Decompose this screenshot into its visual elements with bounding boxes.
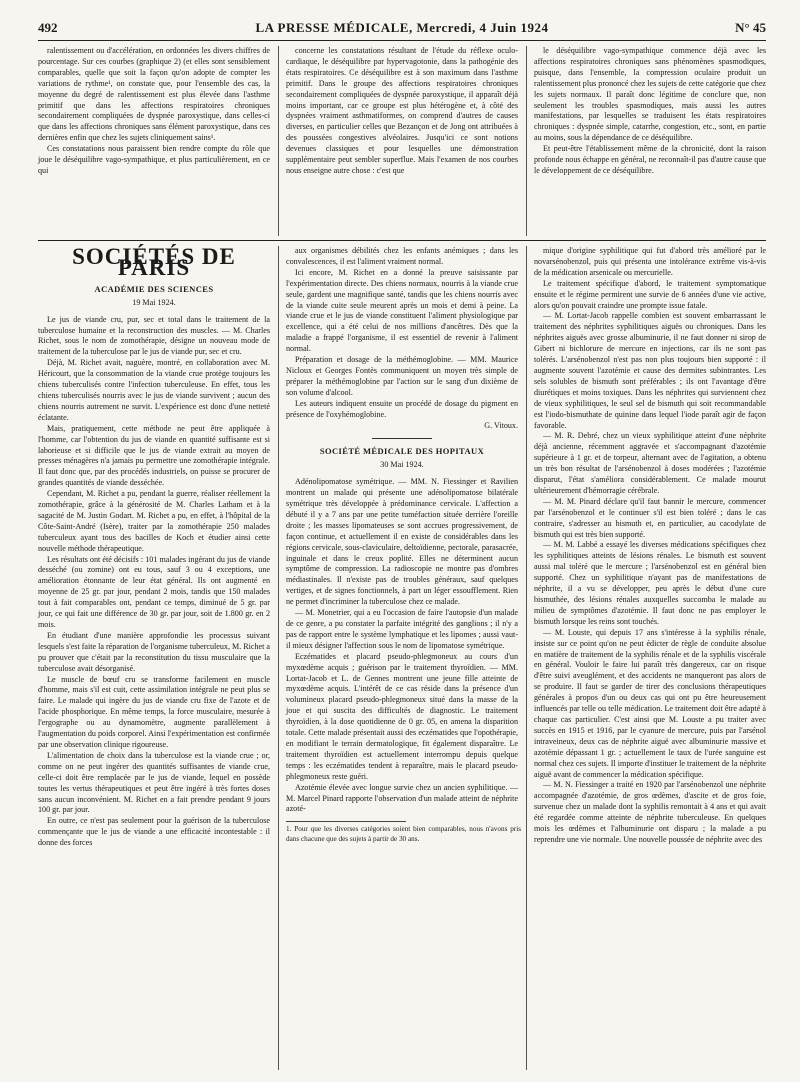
bottom-column-2 <box>286 246 521 844</box>
society-heading: ACADÉMIE DES SCIENCES <box>94 283 214 294</box>
paragraph: Ces constatations nous paraissent bien rendre compte du rôle que joue le déséquilibre vago-sympathique, et plus particulièrement, en ce qui <box>38 144 270 175</box>
top-column-2 <box>286 46 518 177</box>
top-column-3 <box>534 46 766 177</box>
paragraph: mique d'origine syphilitique qui fut d'abord très amélioré par le novarsénobenzol, puis qui présenta une intolérance extrême vis-à-vis de la médication arsenicale ou mercurielle. <box>534 246 766 277</box>
page-number: 492 <box>38 20 58 35</box>
paragraph: Eczématides et placard pseudo-phlegmoneux au cours d'un myxœdème acquis ; guérison par le traitement thyroïdien. — MM. Lortat-Jacob et L. de Gennes montrent une jeune fille atteinte de myxœdème acquis. L'intérêt de ce cas réside dans la présence d'un volumineux placard pseudo-phlegmoneux situé dans la masse de la joue et qui suscita des difficultés de diagnostic. Le traitement thyroïdien, à la dose quotidienne de 0 gr. 05, en amena la disparition totale. Cette malade présentait aussi des eczématides que l'opothérapie, en modifiant le terrain dermatologique, fit également disparaître. Le traitement thyroïdien est actuellement interrompu depuis quelque temps : les eczématides tendent à reparaître, mais le placard pseudo-phlegmoneux reste guéri. <box>286 651 518 781</box>
paragraph: Les auteurs indiquent ensuite un procédé de dosage du pigment en présence de l'oxyhémoglobine. <box>286 398 518 419</box>
separator <box>372 438 432 439</box>
paragraph: Ici encore, M. Richet en a donné la preuve saisissante par l'expérimentation directe. Des chiens normaux, nourris à la viande crue seule, gardent une magnifique santé, tandis que les chiens nourris avec de la viande cuite seule meurent après un mois et demi à peine. La viande crue et le jus de viande constituent l'aliment physiologique par excellence, qui a été celui de nos millions d'ancêtres. Dès que la maladie a frappé l'organisme, il est essentiel de revenir à l'aliment normal. <box>286 267 518 354</box>
column-divider <box>526 246 527 1070</box>
journal-title: LA PRESSE MÉDICALE, Mercredi, 4 Juin 1924 <box>255 20 549 35</box>
bottom-column-3 <box>534 246 766 846</box>
paragraph: En outre, ce n'est pas seulement pour la guérison de la tuberculose commençante que le jus de viande a une efficacité incontestable : il donne des forces <box>38 816 270 848</box>
paragraph: — M. N. Fiessinger a traité en 1920 par l'arsénobenzol une néphrite accompagnée d'azotémie, de gros œdèmes, d'ascite et de gros foie, survenue chez un malade dont la syphilis remontait à 4 ans et qui avait été regardée comme atteinte de néphrite tuberculeuse. En quelques mois les œdèmes et l'albuminurie ont disparu ; la malade a pu reprendre une vie normale. Une nouvelle poussée de néphrite avec des <box>534 780 766 844</box>
session-date: 30 Mai 1924. <box>380 460 424 470</box>
footnote: 1. Pour que les diverses catégories soient bien comparables, nous n'avons pris dans chacune que des sujets à partir de 30 ans. <box>286 821 406 844</box>
section-title: SOCIÉTÉS DE PARIS <box>72 244 236 280</box>
page-header <box>38 18 766 41</box>
paragraph: Cependant, M. Richet a pu, pendant la guerre, réaliser réellement la zomothérapie, grâce à la générosité de M. Charles Latham et à la sagacité de M. Justin Godart. M. Richet a pu, en effet, à l'hôpital de la Côte-Saint-André (Isère), traiter par la zomothérapie 250 malades tuberculeux ayant tous des bacilles de Koch et étudier ainsi cette nouvelle méthode thérapeutique. <box>38 489 270 553</box>
paragraph: Le traitement spécifique d'abord, le traitement symptomatique ensuite et le régime permirent une survie de 6 années d'une vie active, alors qu'on pouvait craindre une prompte issue fatale. <box>534 278 766 310</box>
paragraph: Mais, pratiquement, cette méthode ne peut être appliquée à l'homme, car l'obtention du jus de viande en quantité suffisante est si laborieuse et si difficile que le jus de viande extrait au moyen de presses ménagères n'a jamais pu permettre une zomothérapie intégrale. Il faut donc que, par des procédés industriels, on puisse se procurer de grandes quantités de viande desséchée. <box>38 423 270 488</box>
paragraph: — M. R. Debré, chez un vieux syphilitique atteint d'une néphrite déjà ancienne, récemment aggravée et s'accompagnant d'azotémie supérieure à 1 gr. et de torpeur, alternant avec de l'agitation, a obtenu un très bon résultat de l'arsénobenzol à doses modérées ; l'azotémie disparut, l'état s'améliora considérablement. Ce malade mourut ultérieurement d'hémorragie cérébrale. <box>534 431 766 495</box>
paragraph: Azotémie élevée avec longue survie chez un ancien syphilitique. — M. Marcel Pinard rapporte l'observation d'un malade atteint de néphrite azoté- <box>286 782 518 814</box>
paragraph: aux organismes débilités chez les enfants anémiques ; dans les convalescences, il est l'aliment vraiment normal. <box>286 246 518 266</box>
session-date: 19 Mai 1924. <box>132 297 176 307</box>
paragraph: L'alimentation de choix dans la tuberculose est la viande crue ; or, comme on ne peut ingérer des quantités suffisantes de viande crue, celle-ci doit être remplacée par le jus de viande, lequel en possède toutes les vertus thérapeutiques et peut être ingéré à très fortes doses sans aucun inconvénient. M. Richet en a fait prendre pendant 9 jours 100 gr. par jour. <box>38 750 270 815</box>
paragraph: — M. Lortat-Jacob rappelle combien est souvent embarrassant le traitement des néphrites syphilitiques aiguës ou chroniques. Dans les néphrites aiguës avec grosse albuminurie, il ne faut donner ni sirop de Gibert ni bichlorure de mercure en injections, car ils ne sont pas tolérés. L'arsénobenzol n'est pas non plus toujours bien supporté : il augmente souvent l'azotémie et cause des dermites subintrantes. Les sels solubles de bismuth sont préférables ; ils ont l'avantage d'être diurétiques et moins toxiques. Dans les néphrites qui surviennent chez de vieux syphilitiques, le seul sel de bismuth qui soit recommandable est l'iodo-bismuthate de quinine dans lequel l'iode paraît agir de façon favorable. <box>534 311 766 430</box>
paragraph: Adénolipomatose symétrique. — MM. N. Fiessinger et Ravilien montrent un malade qui présente une adénolipomatose bilatérale symétrique très développée à prédominance cervicale. L'affection a débuté il y a 7 ans par une petite tuméfaction située derrière l'oreille droite ; les masses lipomateuses se sont accrues progressivement, de façon continue, et actuellement il en existe de considérables dans les régions cervicale, sous-claviculaire, deltoïdienne, pectorale, parasacrée, inguinale et dans le creux poplité. Elles ne déterminent aucun symptôme de compression. La radioscopie ne montre pas d'ombres médiastinales. Il n'existe pas de troubles généraux, sauf quelques vertiges, et de signes fonctionnels, à part un léger essoufflement. Rien ne permet d'incriminer la tuberculose chez ce malade. <box>286 477 518 607</box>
issue-number: N° 45 <box>735 20 766 35</box>
paragraph: — M. M. Labbé a essayé les diverses médications spécifiques chez les syphilitiques atteints de lésions rénales. Le bismuth est souvent aussi mal toléré que le mercure ; l'arsénobenzol est en général bien supporté. Chez un syphilitique n'ayant pas de manifestations de néphrite, il a vu se développer, peu après le début d'une cure bismuthée, des lésions rénales auxquelles succomba le malade au milieu de symptômes d'azotémie. Il faut donc ne pas employer le bismuth lorsque les reins sont touchés. <box>534 540 766 626</box>
signature: G. Vitoux. <box>484 420 518 430</box>
society-heading: SOCIÉTÉ MÉDICALE DES HOPITAUX <box>319 446 485 457</box>
paragraph: le déséquilibre vago-sympathique commence déjà avec les affections respiratoires chroniques sans phénomènes spasmodiques, puisque, dans l'ensemble, la compression oculaire produit un ralentissement plus prononcé chez les sujets de cette catégorie que chez les sujets normaux. Il paraît donc légitime de conclure que, non seulement les troubles spasmodiques, mais aussi les autres manifestations, par lesquelles se traduisent les états respiratoires chroniques : dyspnée simple, catarrhe, congestion, etc., sont, en partie au moins, sous la dépendance de ce déséquilibre. <box>534 46 766 143</box>
paragraph: Préparation et dosage de la méthémoglobine. — MM. Maurice Nicloux et Georges Fontès communiquent un moyen très simple de préparer la méthémoglobine par l'action sur le sang d'un dixième de son volume d'alcool. <box>286 355 518 397</box>
paragraph: — M. M. Pinard déclare qu'il faut bannir le mercure, commencer par l'arsénobenzol et le continuer s'il est bien toléré ; dans le cas contraire, s'adresser au bismuth et, en particulier, au cacodylate de bismuth qui est très bien supporté. <box>534 496 766 539</box>
paragraph: Et peut-être l'établissement même de la chronicité, dont la raison profonde nous échappe en général, ne reconnaît-il pas d'autre cause que le développement de ce déséquilibre. <box>534 144 766 175</box>
paragraph: Déjà, M. Richet avait, naguère, montré, en collaboration avec M. Héricourt, que la consommation de la viande crue protège toujours les chiens tuberculisés contre l'infection tuberculeuse. En effet, tous les chiens tuberculisés nourris avec le jus de viande survivent ; aucun des chiens nourris autrement ne survit. L'expérience est donc d'une netteté éclatante. <box>38 358 270 422</box>
paragraph: Le muscle de bœuf cru se transforme facilement en muscle d'homme, mais s'il est cuit, cette assimilation intégrale ne peut plus se faire. Le malade qui ingère du jus de viande cru fixe de l'azote et de l'acide phosphorique. En même temps, la force musculaire, mesurée à l'ergographe ou au dynamomètre, augmente parallèlement à l'augmentation du poids corporel. Ainsi l'expérimentation est confirmée par une observation clinique rigoureuse. <box>38 674 270 749</box>
paragraph: — M. Monetrier, qui a eu l'occasion de faire l'autopsie d'un malade de ce genre, a pu constater la parfaite intégrité des ganglions ; il n'y a pas de rapport entre le système lymphatique et les lipomes ; aussi vaut-il mieux désigner l'affection sous le nom de lipomatose symétrique. <box>286 608 518 650</box>
paragraph: concerne les constatations résultant de l'étude du réflexe oculo-cardiaque, le déséquilibre par hypervagotonie, dans la pathogénie des états respiratoires. Ce déséquilibre est à son maximum dans l'asthme primitif. Dans le groupe des affections respiratoires chroniques secondairement compliquées de dyspnée paroxystique, il apparaît déjà moins important, car ce groupe est plus hétérogène et, à côté des dyspnées vraiment asthmatiformes, on comprend d'autres de causes diverses, en particulier celles que Bezançon et de Jong ont attribuées à des poussées congestives alvéolaires. Jusqu'ici ce sont notions devenues classiques et pour lesquelles une démonstration supplémentaire peut sembler superflue. Mais l'examen de nos courbes nous enseigne autre chose : c'est que <box>286 46 518 175</box>
column-divider <box>278 46 279 236</box>
paragraph: Le jus de viande cru, pur, sec et total dans le traitement de la tuberculose humaine et la reconstruction des muscles. — M. Charles Richet, sous le nom de zomothérapie, désigne un nouveau mode de traitement de la tuberculose par le jus de viande pur, sec et cru. <box>38 314 270 357</box>
top-column-1 <box>38 46 270 177</box>
paragraph: Les résultats ont été décisifs : 101 malades ingérant du jus de viande desséché (ou zomine) ont eu tous, sauf 3 ou 4 exceptions, une amélioration étonnante de leur état général. Ils ont augmenté en moyenne de 25 gr. par jour, pendant 2 mois, tandis que 150 malades tout à fait comparables ont, pendant ce temps, diminué de 5 gr. par jour, ce qui fait une différence de 30 gr. par jour, soit de 1.800 gr. en 2 mois. <box>38 554 270 629</box>
paragraph: — M. Louste, qui depuis 17 ans s'intéresse à la syphilis rénale, insiste sur ce point qu'on ne peut édicter de règle de conduite absolue en matière de traitement de la syphilis rénale et de la syphilis viscérale en général. Vouloir le faire lui paraît très dangereux, car on risque d'être suivi aveuglément, et des accidents ne manqueront pas alors de se produire. Il faut se garder de tirer des conclusions thérapeutiques générales à propos d'un ou deux cas qui ont pu être heureusement influencés par telle ou telle médication. Le traitement doit être adapté à chaque cas particulier. C'est ainsi que M. Louste a pu traiter avec succès en 1915 et 1916, par le cyanure de mercure, puis par l'arsénol intraveineux, deux cas de néphrite aiguë avec albuminurie massive et azotémie dépassant 1 gr. ; actuellement le taux de l'urée sanguine est normal chez ces sujets. Il importe d'instituer le traitement de la néphrite aiguë avant de commencer la médication spécifique. <box>534 627 766 779</box>
section-rule <box>38 240 766 241</box>
paragraph: En étudiant d'une manière approfondie les processus suivant lesquels s'est faite la réparation de l'organisme tuberculeux, M. Richet a pu prouver que c'était par la reconstitution du tissu musculaire que la tuberculose avait désorganisé. <box>38 630 271 673</box>
column-divider <box>278 246 279 1070</box>
bottom-column-1 <box>38 244 270 849</box>
column-divider <box>526 46 527 236</box>
paragraph: ralentissement ou d'accélération, en ordonnées les divers chiffres de pourcentage. Sur ces courbes (graphique 2) (et elles sont sensiblement comparables, quelle que soit la façon qu'on adopte de compter les variations de rythme¹, on constate que, pour l'ensemble des cas, la moyenne du degré de ralentissement est plus élevée dans l'asthme primitif que dans les affections respiratoires chroniques secondairement compliquées de dyspnée paroxystique, dans celles-ci que dans les affections chroniques sans élément paroxystique, dans ces dernières enfin que chez les sujets cliniquement sains¹. <box>38 46 270 143</box>
